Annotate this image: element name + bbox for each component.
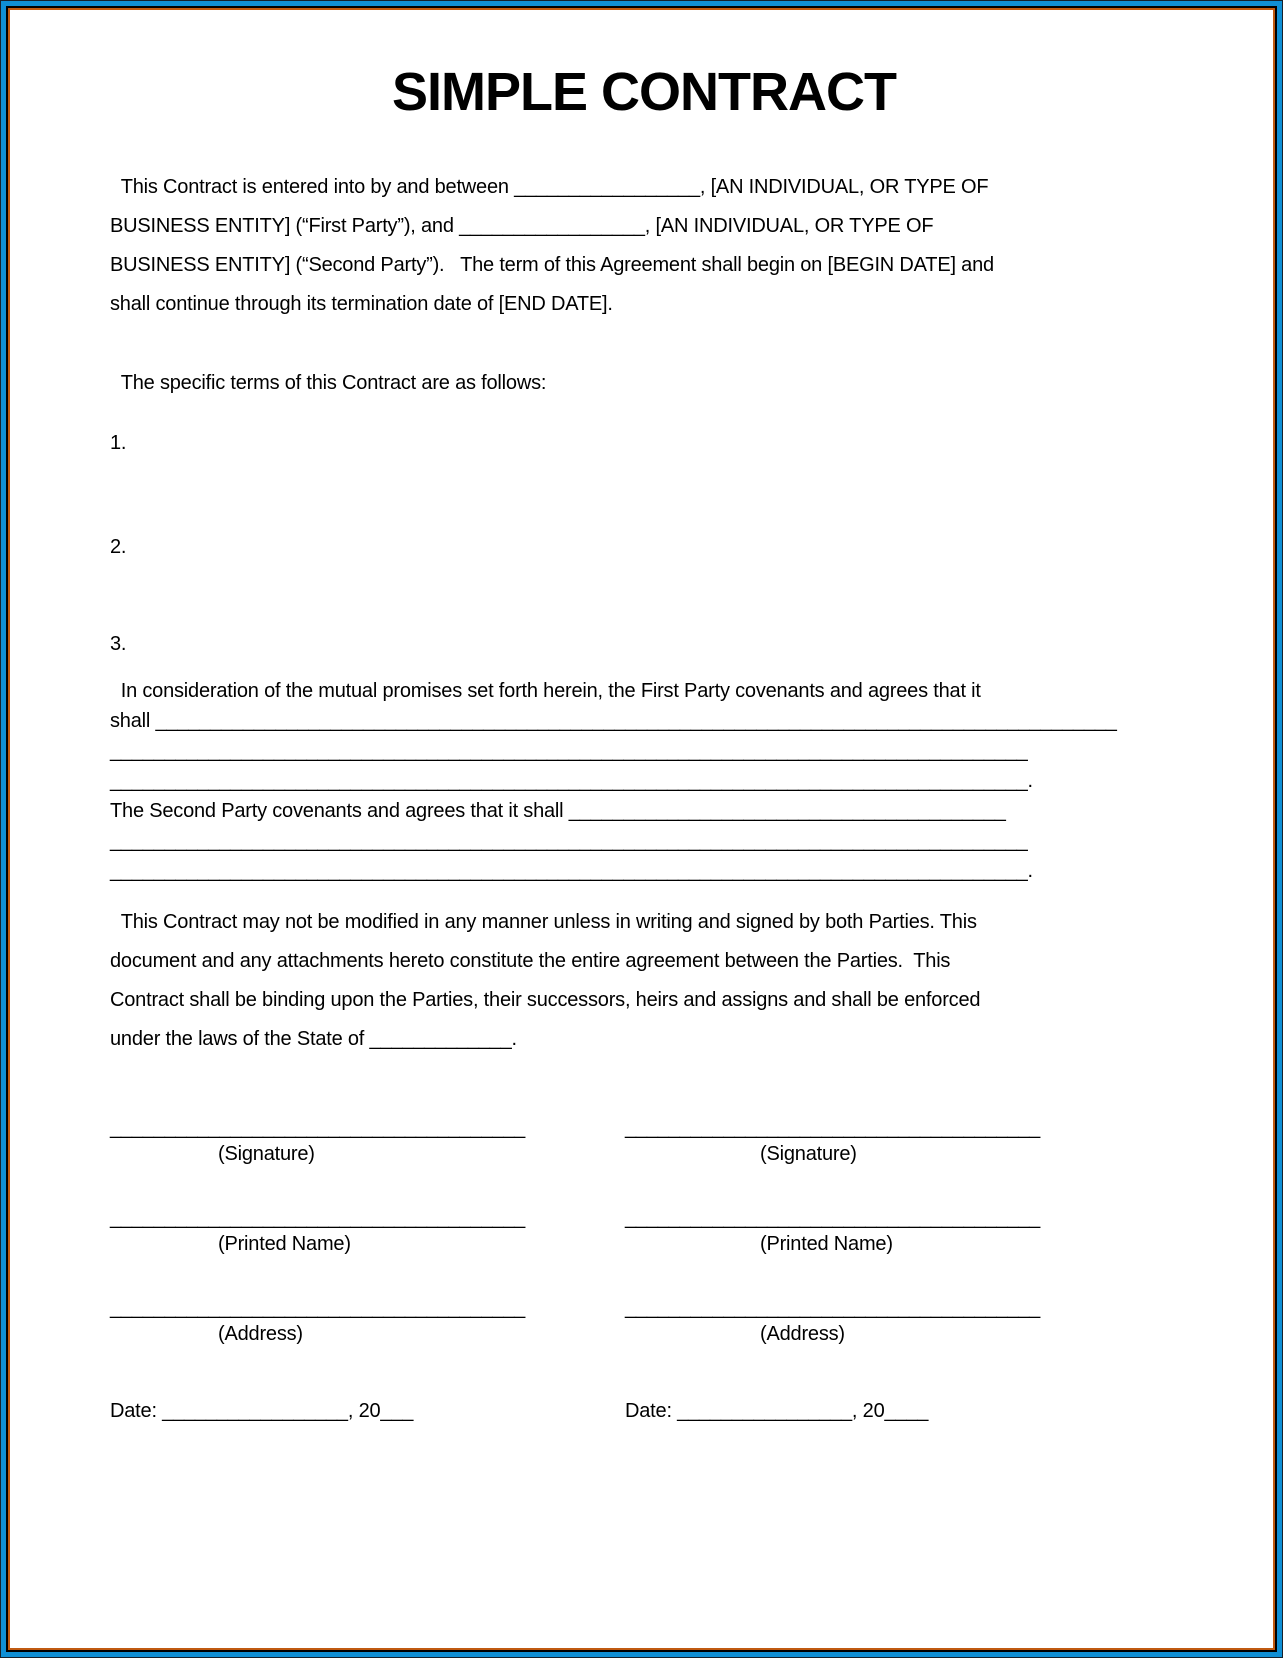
page-border-black bbox=[6, 6, 1277, 1652]
terms-intro: The specific terms of this Contract are as follows: bbox=[110, 372, 547, 394]
intro-paragraph bbox=[110, 168, 1178, 324]
first-party-blank-line: ____________________________________________________________________________________. bbox=[110, 770, 1033, 792]
signature-blank-line: ______________________________________ bbox=[110, 1117, 526, 1139]
paragraph-line: Contract shall be binding upon the Parties, their successors, heirs and assigns and shall be enforced bbox=[110, 989, 981, 1011]
signature-label: (Signature) bbox=[760, 1143, 857, 1165]
signature-blank-line: ______________________________________ bbox=[625, 1117, 1041, 1139]
second-party-blank-line: ____________________________________________________________________________________. bbox=[110, 860, 1033, 882]
first-party-blank-line: shall ________________________________________________________________________________________ bbox=[110, 710, 1117, 732]
paragraph-line: BUSINESS ENTITY] (“Second Party”). The term of this Agreement shall begin on [BEGIN DATE] and bbox=[110, 254, 994, 276]
date-line-first-party: Date: _________________, 20___ bbox=[110, 1400, 414, 1422]
modification-paragraph bbox=[110, 903, 1178, 1059]
signature-column-second-party bbox=[625, 1115, 1055, 1425]
term-item-1: 1. bbox=[110, 432, 127, 454]
printed-name-blank-line: ______________________________________ bbox=[110, 1207, 526, 1229]
signature-label: (Signature) bbox=[218, 1143, 315, 1165]
term-item-2: 2. bbox=[110, 536, 127, 558]
address-group bbox=[110, 1295, 540, 1347]
first-party-blank-line: ____________________________________________________________________________________ bbox=[110, 740, 1028, 762]
address-blank-line: ______________________________________ bbox=[625, 1297, 1041, 1319]
paragraph-line: This Contract may not be modified in any manner unless in writing and signed by both Parties. This bbox=[110, 911, 977, 933]
term-item-3: 3. bbox=[110, 633, 127, 655]
paragraph-line: This Contract is entered into by and between _________________, [AN INDIVIDUAL, OR TYPE OF bbox=[110, 176, 989, 198]
printed-name-label: (Printed Name) bbox=[760, 1233, 893, 1255]
date-line-second-party: Date: ________________, 20____ bbox=[625, 1400, 929, 1422]
signature-section bbox=[110, 1115, 1178, 1425]
address-label: (Address) bbox=[760, 1323, 845, 1345]
document-content bbox=[10, 10, 1273, 1425]
state-blank-line: under the laws of the State of _____________. bbox=[110, 1028, 517, 1050]
address-blank-line: ______________________________________ bbox=[110, 1297, 526, 1319]
page-border-blue bbox=[1, 1, 1282, 1657]
address-label: (Address) bbox=[218, 1323, 303, 1345]
second-party-covenant-line: The Second Party covenants and agrees that it shall ________________________________________ bbox=[110, 800, 1006, 822]
printed-name-group bbox=[110, 1205, 540, 1257]
signature-column-first-party bbox=[110, 1115, 540, 1425]
consideration-paragraph bbox=[110, 676, 1178, 886]
page-border-orange bbox=[8, 8, 1275, 1650]
printed-name-label: (Printed Name) bbox=[218, 1233, 351, 1255]
paragraph-line: BUSINESS ENTITY] (“First Party”), and _________________, [AN INDIVIDUAL, OR TYPE OF bbox=[110, 215, 934, 237]
printed-name-group bbox=[625, 1205, 1055, 1257]
paragraph-line: In consideration of the mutual promises set forth herein, the First Party covenants and agrees that it bbox=[110, 680, 981, 702]
signature-group bbox=[110, 1115, 540, 1167]
paragraph-line: document and any attachments hereto constitute the entire agreement between the Parties. This bbox=[110, 950, 951, 972]
printed-name-blank-line: ______________________________________ bbox=[625, 1207, 1041, 1229]
address-group bbox=[625, 1295, 1055, 1347]
signature-group bbox=[625, 1115, 1055, 1167]
paragraph-line: shall continue through its termination date of [END DATE]. bbox=[110, 293, 613, 315]
document-title: SIMPLE CONTRACT bbox=[392, 62, 896, 122]
second-party-blank-line: ____________________________________________________________________________________ bbox=[110, 830, 1028, 852]
